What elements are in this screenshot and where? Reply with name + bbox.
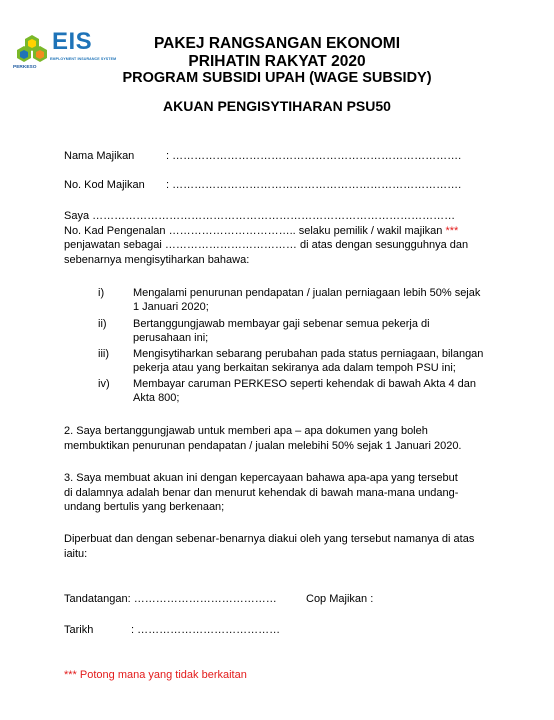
list-item-number: iii): [98, 348, 109, 360]
paragraph-3-line-1: 3. Saya membuat akuan ini dengan kepercayaan bahawa apa-apa yang tersebut: [64, 472, 458, 484]
list-item-line-1: Mengalami penurunan pendapatan / jualan perniagaan lebih 50% sejak: [133, 287, 481, 299]
list-item-line-1: Mengisytiharkan sebarang perubahan pada status perniagaan, bilangan: [133, 348, 484, 360]
closing-line-2: iaitu:: [64, 548, 88, 560]
document-title: AKUAN PENGISYTIHARAN PSU50: [163, 98, 391, 114]
kod-majikan-field: : …………………………………………………………………….: [166, 179, 462, 191]
declaration-line-4: sebenarnya mengisytiharkan bahawa:: [64, 254, 250, 266]
declaration-line-2: [64, 225, 458, 238]
header-line-3: PROGRAM SUBSIDI UPAH (WAGE SUBSIDY): [122, 70, 432, 86]
nama-majikan-field: : …………………………………………………………………….: [166, 150, 462, 162]
header-line-1: PAKEJ RANGSANGAN EKONOMI: [153, 35, 400, 52]
declaration-line-2-text: No. Kad Pengenalan …………………………….. selaku pemilik / wakil majikan: [64, 225, 443, 237]
signature-field: Tandatangan: …………………………………: [64, 593, 277, 605]
list-item-number: i): [98, 287, 105, 299]
closing-line-1: Diperbuat dan dengan sebenar-benarnya diakui oleh yang tersebut namanya di atas: [64, 533, 475, 545]
eis-tagline: EMPLOYMENT INSURANCE SYSTEM: [50, 57, 117, 61]
list-item-number: iv): [98, 378, 110, 390]
list-item-line-2: Akta 800;: [133, 392, 180, 404]
header-line-2: PRIHATIN RAKYAT 2020: [188, 53, 366, 70]
paragraph-3-line-2: di dalamnya adalah benar dan menurut kehendak di bawah mana-mana undang-: [64, 487, 459, 499]
date-field: : …………………………………: [131, 624, 281, 636]
strike-mark: ***: [445, 225, 459, 237]
list-item-line-1: Membayar caruman PERKESO seperti kehendak di bawah Akta 4 dan: [133, 378, 477, 390]
employer-stamp-label: Cop Majikan :: [306, 593, 374, 605]
paragraph-2-line-1: 2. Saya bertanggungjawab untuk memberi apa – apa dokumen yang boleh: [64, 425, 428, 437]
kod-majikan-label: No. Kod Majikan: [64, 179, 145, 191]
list-item-line-2: perusahaan ini;: [133, 332, 209, 344]
paragraph-3-line-3: undang bertulis yang berkenaan;: [64, 501, 225, 513]
nama-majikan-label: Nama Majikan: [64, 150, 135, 162]
date-label: Tarikh: [64, 624, 94, 636]
declaration-line-3: penjawatan sebagai ……………………………… di atas dengan sesungguhnya dan: [64, 239, 469, 251]
perkeso-wordmark: PERKESO: [13, 65, 37, 70]
eis-wordmark: EIS: [52, 28, 93, 55]
paragraph-2-line-2: membuktikan penurunan pendapatan / jualan melebihi 50% sejak 1 Januari 2020.: [64, 440, 462, 452]
list-item-line-2: pekerja atau yang berkaitan sekiranya ada dalam tempoh PSU ini;: [133, 362, 456, 374]
footnote: *** Potong mana yang tidak berkaitan: [64, 669, 247, 681]
declaration-line-1: Saya ………………………………………………………………………………………: [64, 210, 456, 222]
list-item-number: ii): [98, 318, 107, 330]
list-item-line-2: 1 Januari 2020;: [133, 301, 209, 313]
list-item-line-1: Bertanggungjawab membayar gaji sebenar semua pekerja di: [133, 318, 430, 330]
